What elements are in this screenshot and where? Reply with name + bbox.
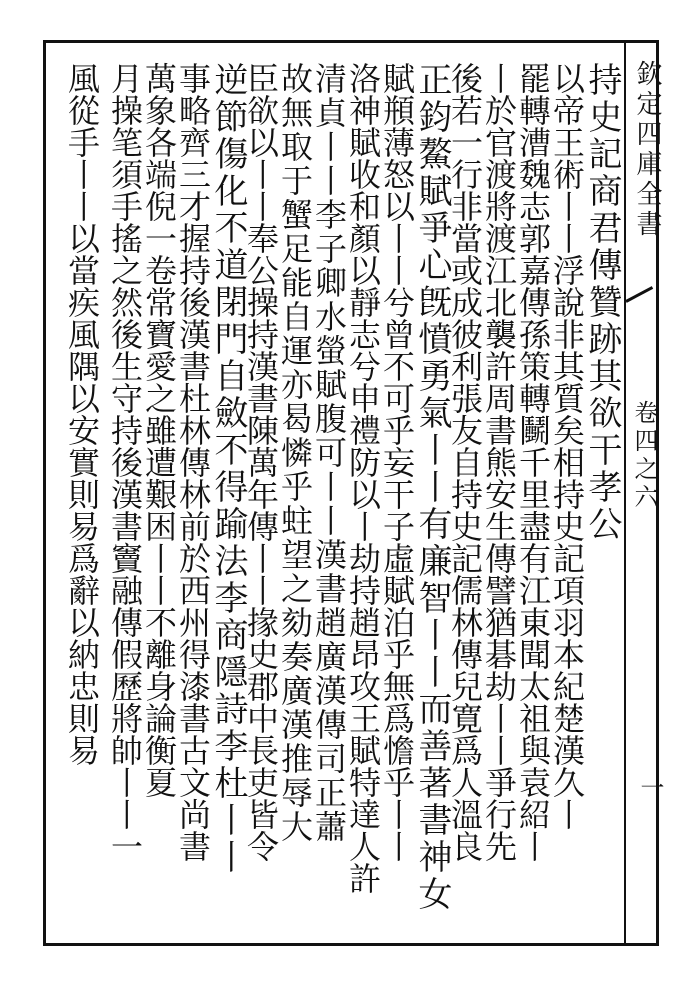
text-column-8: 洛神賦收和顏以靜志兮申禮防以丨劫持趙昂攻王賦特達人許: [344, 62, 382, 894]
text-column-4: 丨於官渡將渡江北襲許周書熊安生傳譬猶碁劫丨丨爭行先: [480, 62, 518, 862]
gutter-volume-label: 卷四之六: [630, 400, 658, 512]
text-column-14: 萬象各端倪一卷常寶愛之雖遭艱困丨丨不離身論衡夏: [140, 62, 178, 798]
text-column-6: 正鈞鰲賦爭心旣憤勇氣丨丨有廉智丨丨而善著書神女: [412, 62, 452, 913]
text-column-1: 持史記商君傳贊跡其欲干孝公: [582, 62, 622, 543]
gutter-page-number: 一: [636, 775, 664, 799]
text-column-12: 逆節傷化不道閉門自斂不得踰法李商隱詩李杜丨丨: [208, 62, 248, 876]
text-column-13: 事略齊三才握持後漢書杜林傳林前於西州得漆書古文尚書: [174, 62, 212, 862]
text-column-5: 後若一行非當或成彼利張友自持史記儒林傳兒寛爲人溫良: [446, 62, 484, 862]
text-column-10: 故無取于蟹足能自運亦曷憐乎蛀望之劾奏廣漢推辱大: [276, 62, 314, 844]
text-column-2: 以帝王術丨丨浮說非其質矣相持史記項羽本紀楚漢久丨: [548, 62, 586, 830]
text-column-16: 風從手丨丨以當疾風隅以安實則易爲辭以納忠則易: [63, 62, 101, 766]
gutter-collection-title: 欽定四庫全書: [632, 60, 662, 240]
text-column-3: 罷轉漕魏志郭嘉傳孫策轉鬭千里盡有江東聞太祖與袁紹丨: [514, 62, 552, 862]
text-column-7: 賦頩薄怒以丨丨兮曾不可乎妄干子虛賦泊乎無爲憺乎丨丨: [378, 62, 416, 862]
text-column-11: 臣欲以丨丨奉公操持漢書陳萬年傳丨丨掾史郡中長吏皆令: [242, 62, 280, 862]
text-column-9: 清貞丨丨李子卿水螢賦腹可丨丨漢書趙廣漢傳司正蕭: [310, 62, 348, 844]
text-column-15: 月操笔須手搖之然後生守持後漢書竇融傳假歷將帥丨丨一: [106, 62, 144, 862]
gutter-left-rule: [624, 40, 626, 943]
